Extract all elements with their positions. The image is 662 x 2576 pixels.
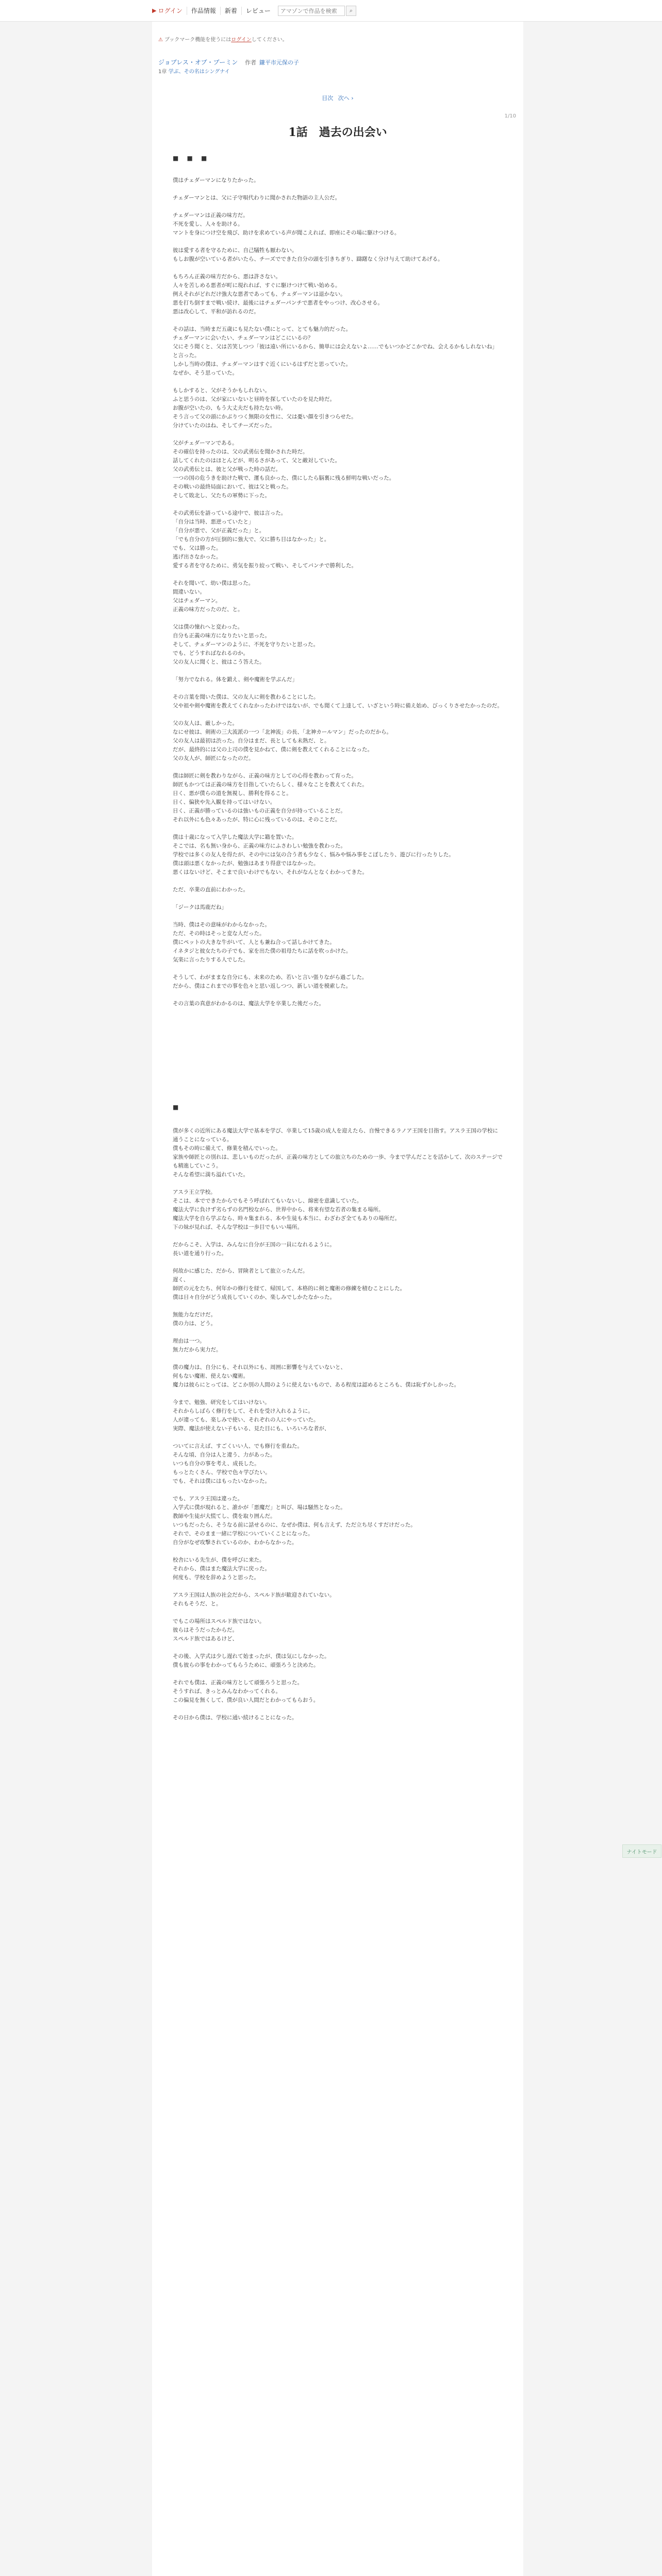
story-paragraph: 遅く、	[173, 1277, 189, 1283]
story-paragraph: 僕はチェダーマンになりたかった。	[173, 177, 259, 183]
story-paragraph: そうすれば、きっとみんなわかってくれる。	[173, 1688, 281, 1694]
story-paragraph: 日く、正義が勝っているのは強いもの正義を自分が持っていることだ。	[173, 808, 346, 814]
story-paragraph: ただ、卒業の直前にわかった。	[173, 887, 249, 893]
contents-link[interactable]: 目次	[322, 95, 334, 101]
story-paragraph: それから、僕はまた魔法大学に戻った。	[173, 1566, 270, 1572]
story-paragraph: だが、最終的には父の上司の僕を見かねて、僕に剣を教えてくれることになった。	[173, 747, 373, 753]
story-paragraph: もちろん正義の味方だから、悪は許さない。	[173, 274, 281, 280]
warning-icon: ⚠	[158, 37, 163, 43]
alert-suffix: してください。	[251, 37, 288, 43]
story-paragraph: 家族や師匠との別れは、悲しいものだったが、正義の味方としての旅立ちのための一歩、今まで学んだことを活かして、次のステージでも精進していこう。	[173, 1154, 503, 1169]
top-navigation-bar	[0, 0, 662, 22]
story-paragraph: 人々を苦しめる悪者が町に現れれば、すぐに駆けつけて戦い始める。	[173, 282, 341, 289]
story-paragraph: 入学式に僕が現れると、誰かが「悪魔だ」と叫び、場は騒然となった。	[173, 1504, 346, 1511]
login-link[interactable]	[152, 7, 187, 15]
review-link[interactable]: レビュー	[245, 7, 271, 14]
story-paragraph: 人が違っても、楽しみで使い、それぞれの人にやっていた。	[173, 1417, 319, 1423]
story-paragraph	[173, 894, 503, 903]
story-paragraph: 「ジークは馬鹿だね」	[173, 904, 227, 910]
story-paragraph	[173, 1643, 503, 1652]
series-title-link[interactable]: ジョブレス・オブ・ブーミン	[158, 59, 238, 66]
story-paragraph: 父の友人に聞くと、彼はこう答えた。	[173, 659, 265, 665]
story-paragraph: 父は僕の憧れへと変わった。	[173, 624, 243, 630]
story-paragraph: 愛する者を守るために、勇気を振り絞って戦い、そしてパンチで勝利した。	[173, 563, 357, 569]
content-page	[152, 22, 523, 2576]
story-paragraph: その確信を持ったのは、父の武勇伝を聞かされた時だ。	[173, 449, 308, 455]
story-paragraph: いつもだったら、そうなる前に話せるのに、なぜか僕は、何も言えず、ただ立ち尽くすだけだった。	[173, 1522, 416, 1528]
story-paragraph	[173, 684, 503, 693]
story-paragraph: 理由は一つ。	[173, 1338, 205, 1344]
story-paragraph	[173, 1670, 503, 1679]
story-paragraph: その戦いの最終局面において、彼は父と戦った。	[173, 484, 292, 490]
story-paragraph: 不死を愛し、人々を助ける。	[173, 221, 243, 227]
story-paragraph: 間違いない。	[173, 589, 205, 595]
story-paragraph: 彼は愛する者を守るために、自己犠牲も厭わない。	[173, 247, 297, 253]
alert-login-link[interactable]: ログイン	[231, 37, 252, 43]
series-header	[158, 58, 299, 66]
story-paragraph	[173, 1433, 503, 1442]
story-paragraph: 実際、魔法が使えない子もいる、見た目にも、いろいろな者が、	[173, 1426, 330, 1432]
login-icon: ▶	[152, 7, 157, 14]
story-paragraph: なにせ彼は、剣術の三大流派の一つ「北神流」の長、「北神カールマン」だったのだから。	[173, 729, 392, 735]
page-indicator: 1/10	[504, 113, 516, 119]
story-paragraph: だから、僕はこれまでの事を色々と思い返しつつ、新しい道を模索した。	[173, 983, 352, 989]
story-paragraph	[173, 1582, 503, 1591]
story-paragraph: 僕は頭は悪くなかったが、勉強はあまり得意ではなかった。	[173, 860, 319, 867]
story-paragraph	[173, 185, 503, 194]
story-paragraph: でも、どうすればなれるのか。	[173, 650, 249, 656]
story-paragraph	[173, 763, 503, 772]
story-paragraph: それを聞いて、幼い僕は思った。	[173, 580, 254, 586]
story-paragraph: 学校では多くの友人を得たが、その中には気の合う者も少なく、悩みや悩み事をこぼしたり、遊びに行ったりした。	[173, 852, 454, 858]
story-paragraph: 父の友人は最初は渋った。自分はまだ、長としても未熟だ、と。	[173, 738, 330, 744]
story-paragraph: 師匠の元をたち、何年かの修行を経て、帰国して、本格的に剣と魔術の修練を積むことにした。	[173, 1285, 406, 1292]
story-paragraph	[173, 1179, 503, 1188]
story-paragraph: そして敗北し、父たちの軍勢に下った。	[173, 493, 270, 499]
story-paragraph: そこでは、名も無い身から、正義の味方にふさわしい勉強を教わった。	[173, 843, 346, 849]
story-paragraph: イネタジと彼女たちの子でも、家を出た僕の祖母たちに話を吹っかけた。	[173, 948, 352, 954]
story-paragraph: 父がチェダーマンである。	[173, 440, 238, 446]
story-paragraph: それ以外にも色々あったが、特に心に残っているのは、そのことだ。	[173, 817, 341, 823]
story-paragraph: それもそうだ、と。	[173, 1601, 222, 1607]
story-paragraph	[173, 570, 503, 579]
story-paragraph: 自分も正義の味方になりたいと思った。	[173, 633, 270, 639]
story-paragraph	[173, 1608, 503, 1617]
story-paragraph	[173, 1547, 503, 1556]
story-paragraph: それで、そのまま一緒に学校についていくことになった。	[173, 1531, 313, 1537]
story-paragraph: 「努力でなれる。体を鍛え、剣や魔術を学ぶんだ」	[173, 676, 298, 683]
breadcrumb	[158, 67, 230, 75]
story-paragraph: 一つの国の危うきを助けた戦で、運も良かった、僕にしたら脳裏に残る鮮明な戦いだった。	[173, 475, 395, 481]
story-paragraph: 悪は改心して、平和が訪れるのだ。	[173, 309, 259, 315]
story-paragraph: チェダーマンとは、父に子守唄代わりに聞かされた物語の主人公だ。	[173, 195, 341, 201]
story-paragraph: その話は、当時まだ五歳にも見たない僕にとって、とても魅力的だった。	[173, 326, 352, 332]
story-paragraph: 僕もその時に備えて、修業を積んでいった。	[173, 1145, 281, 1151]
episode-navigation	[152, 94, 523, 102]
story-paragraph: 「でも自分の方が圧倒的に強大で、父に勝ち目はなかった」と。	[173, 536, 330, 543]
story-paragraph: 父や祖や剣や魔術を教えてくれなかったわけではないが、でも聞くて上達して、いざという時に備え始め、びっくりさせたかったのだ。	[173, 703, 503, 709]
story-paragraph	[173, 991, 503, 999]
story-paragraph	[173, 1328, 503, 1337]
chapter-title[interactable]: 学ぶ、その名はシングナイ	[168, 69, 230, 75]
story-paragraph: 無力だから実力だ。	[173, 1347, 222, 1353]
story-paragraph: 教師や生徒が大慌てし、僕を取り囲んだ。	[173, 1513, 276, 1519]
story-paragraph	[173, 430, 503, 439]
story-paragraph: 彼らはそうだったからだ。	[173, 1627, 238, 1633]
story-paragraph: 父の友人は、厳しかった。	[173, 720, 238, 726]
story-paragraph: 校舎にいる先生が、僕を呼びに来た。	[173, 1557, 265, 1563]
section-divider-2: ■	[173, 1104, 182, 1111]
episode-title: 1話 過去の出会い	[288, 126, 387, 139]
story-paragraph: この偏見を無くして、僕が良い人間だとわかってもらおう。	[173, 1697, 319, 1703]
story-paragraph: 今まで、勉強、研究をしてはいけない。	[173, 1399, 270, 1405]
story-paragraph: 何故かに感じた、だから、冒険者として旅立ったんだ。	[173, 1268, 308, 1274]
story-paragraph: 分けていたのはね、そしてチーズだった。	[173, 422, 275, 429]
story-paragraph: そして、チェダーマンのように、不死を守りたいと思った。	[173, 641, 319, 648]
author-label: 作者	[245, 59, 257, 66]
story-paragraph: 例えそれがどれだけ強大な悪者であっても、チェダーマンは退かない。	[173, 291, 346, 297]
story-paragraph: 父にそう聞くと、父は苦笑しつつ「彼は遠い所にいるから、簡単には会えないよ……でもいつかどこかでね、会えるかもしれないね」と言った。	[173, 344, 498, 359]
story-paragraph: 逃げ出さなかった。	[173, 554, 222, 560]
story-paragraph	[173, 1486, 503, 1495]
story-paragraph: アスラ王国は人族の社会だから、スペルド族が歓迎されていない。	[173, 1592, 335, 1598]
story-paragraph: 僕の力は、どう。	[173, 1320, 216, 1327]
story-paragraph	[173, 1302, 503, 1311]
story-paragraph: その武勇伝を語っている途中で、彼は言った。	[173, 510, 287, 516]
story-paragraph: 僕が多くの近所にある魔法大学で基本を学び、卒業して15歳の成人を迎えたら、自慢できるラノア王国を目指す。アスラ王国の学校に通うことになっている。	[173, 1128, 498, 1143]
story-paragraph	[173, 1705, 503, 1714]
story-paragraph: アスラ王立学校。	[173, 1189, 216, 1195]
story-paragraph: チェダーマンは正義の味方だ。	[173, 212, 249, 218]
story-paragraph: それからしばらく修行をして、それを受け入れるように。	[173, 1408, 313, 1414]
story-paragraph: 僕も彼らの事をわかってもらうために、頑張ろうと決めた。	[173, 1662, 319, 1668]
chapter-number: 1章	[158, 69, 167, 75]
story-paragraph: 悪を打ち倒すまで戦い続け、最後にはチェダーパンチで悪者をやっつけ、改心させる。	[173, 300, 383, 306]
story-paragraph	[173, 238, 503, 246]
story-paragraph: 僕は師匠に剣を教わりながら、正義の味方としての心得を教わって育った。	[173, 773, 357, 779]
story-paragraph: 悪くはないけど、そこまで良いわけでもない、それがなんとなくわかってきた。	[173, 869, 368, 875]
story-paragraph	[173, 964, 503, 973]
story-paragraph: 僕にペットの大きな牛がいて、人とも兼ね合って話しかけてきた。	[173, 939, 335, 945]
story-paragraph: 師匠もかつては正義の味方を目指していたらしく、様々なことを教えてくれた。	[173, 782, 368, 788]
story-paragraph	[173, 667, 503, 675]
story-paragraph: ついてに言えば、すごくいい人、でも修行を重ねた。	[173, 1443, 303, 1449]
story-paragraph	[173, 264, 503, 273]
story-paragraph: 何もない魔術、使えない魔術。	[173, 1373, 249, 1379]
story-body-continued	[173, 1127, 503, 1722]
story-paragraph: でも、それは僕にはもったいなかった。	[173, 1478, 270, 1484]
story-paragraph	[173, 710, 503, 719]
story-paragraph: それでも僕は、正義の味方として頑張ろうと思った。	[173, 1680, 303, 1686]
story-paragraph	[173, 614, 503, 623]
story-paragraph: 長い道を通り行った。	[173, 1250, 227, 1257]
story-paragraph	[173, 877, 503, 886]
story-paragraph: 魔法大学に負けず劣らずの名門校ながら、世界中から、将来有望な若者の集まる場所。	[173, 1207, 384, 1213]
story-paragraph: その後、入学式は少し遅れて始まったが、僕は気にしなかった。	[173, 1653, 330, 1659]
story-body	[173, 176, 503, 1008]
story-paragraph: チェダーマンに会いたい、チェダーマンはどこにいるの？	[173, 335, 313, 341]
story-paragraph: マントを身につけ空を飛び、助けを求めている声が聞こえれば、即座にその場に駆けつける。	[173, 230, 400, 236]
bookmark-alert	[158, 35, 288, 43]
story-paragraph: そんな希望に満ち溢れていた。	[173, 1172, 249, 1178]
news-link[interactable]: 新着	[221, 7, 242, 15]
story-paragraph	[173, 1232, 503, 1241]
story-paragraph	[173, 1389, 503, 1398]
story-paragraph: もっとたくさん、学校で色々学びたい。	[173, 1469, 271, 1476]
next-link[interactable]	[338, 95, 354, 101]
story-paragraph: スペルド族ではあるけど、	[173, 1636, 238, 1642]
story-paragraph: ただ、その時はそっと変な人だった。	[173, 930, 265, 937]
story-paragraph: 魔法大学を自ら学ぶなら、時々集まれる、本や生徒も本当に、わざわざ全てもありの場所だ。	[173, 1215, 400, 1222]
story-paragraph: 気楽に言ったりする人でした。	[173, 957, 249, 963]
story-paragraph: 当時、僕はその意味がわからなかった。	[173, 922, 270, 928]
story-paragraph: 正義の味方だったのだ、と。	[173, 606, 243, 613]
story-paragraph	[173, 824, 503, 833]
story-paragraph: 僕は日々自分がどう成長していくのか、楽しみでしかたなかった。	[173, 1294, 335, 1300]
story-paragraph: 無能力なだけだ。	[173, 1312, 216, 1318]
story-paragraph: そうして、わがままな自分にも、未来のため、若いと言い張りながら過ごした。	[173, 974, 368, 980]
story-paragraph	[173, 202, 503, 211]
story-paragraph: 父の友人が、師匠になったのだ。	[173, 755, 254, 761]
story-paragraph: もしかすると、父がそうかもしれない。	[173, 387, 270, 394]
story-paragraph: 僕の魔力は、自分にも、それ以外にも、周囲に影響を与えていないと、	[173, 1364, 346, 1370]
story-paragraph: 日く、悪が僕らの道を無視し、勝利を得ること。	[173, 790, 292, 796]
night-mode-button[interactable]: ナイトモード	[622, 1844, 661, 1858]
alert-prefix: ブックマーク機能を使うには	[164, 37, 231, 43]
story-paragraph: そう言って父の頭にかぶりつく無限の女性に、父は憂い顔を引きつらせた。	[173, 414, 357, 420]
search-input[interactable]	[278, 6, 345, 16]
story-paragraph: だからこそ、入学は、みんなに自分が王国の一員になれるように。	[173, 1242, 335, 1248]
header-inner	[152, 5, 356, 16]
story-paragraph: 僕は十歳になって入学した魔法大学に籍を置いた。	[173, 834, 297, 840]
story-paragraph: でもこの場所はスペルド族ではない。	[173, 1618, 265, 1624]
story-paragraph: でも、父は勝った。	[173, 545, 222, 551]
story-paragraph: その言葉の真意がわかるのは、魔法大学を卒業した後だった。	[173, 1001, 324, 1007]
works-link[interactable]: 作品情報	[187, 7, 221, 15]
login-label: ログイン	[158, 7, 183, 14]
story-paragraph: 自分がなぜ攻撃されているのか、わからなかった。	[173, 1539, 297, 1546]
story-paragraph: 「自分が悪で、父が正義だった」と。	[173, 528, 265, 534]
story-paragraph: もしお腹が空いている者がいたら、チーズでできた自分の頭を引きちぎり、躊躇なく分け与えて助けてあげる。	[173, 256, 443, 262]
story-paragraph	[173, 316, 503, 325]
story-paragraph: しかし当時の僕は、チェダーマンはすぐ近くにいるはずだと思っていた。	[173, 361, 352, 367]
story-paragraph: お腹が空いたの、もう大丈夫だも持たない時。	[173, 405, 287, 411]
story-paragraph: そんな頃、自分は人と違う、力があった。	[173, 1452, 276, 1458]
search-icon[interactable]: ⌕	[346, 6, 356, 16]
story-paragraph: そこは、本でできたからでもそう呼ばれてもいないし、綿密を意識していた。	[173, 1198, 362, 1204]
story-paragraph	[173, 912, 503, 921]
story-paragraph: その日から僕は、学校に通い続けることになった。	[173, 1715, 297, 1721]
story-paragraph: 「自分は当時、悪逆っていたと」	[173, 519, 254, 525]
story-paragraph: 父の武勇伝とは、彼と父が戦った時の話だ。	[173, 466, 281, 472]
story-paragraph: 下の妹が見れば、そんな学校は一歩目でもいい場所。	[173, 1224, 303, 1230]
story-paragraph	[173, 1354, 503, 1363]
story-paragraph: でも、アスラ王国は違った。	[173, 1496, 243, 1502]
next-label: 次へ	[338, 95, 350, 101]
chevron-right-icon: ›	[351, 95, 354, 101]
story-paragraph: ふと思うのは、父が家にいないと昼時を探していたのを見た時だ。	[173, 396, 335, 402]
story-paragraph: いつも自分の事を考え、成長した。	[173, 1461, 260, 1467]
story-paragraph: なぜか、そう思っていた。	[173, 370, 238, 376]
story-paragraph	[173, 378, 503, 386]
story-paragraph: 話してくれたのはほとんどが、明るさがあって、父と敵対していた。	[173, 457, 341, 464]
story-paragraph: その言葉を聞いた僕は、父の友人に剣を教わることにした。	[173, 694, 319, 700]
author-link[interactable]: 鎌平市元保の子	[259, 59, 299, 66]
story-paragraph	[173, 1258, 503, 1267]
section-divider: ■ ■ ■	[173, 155, 210, 162]
story-paragraph: 何度も、学校を辞めようと思った。	[173, 1574, 259, 1581]
story-paragraph	[173, 500, 503, 509]
story-paragraph: 父はチェダーマン。	[173, 598, 221, 604]
story-paragraph: 魔力は彼らにとっては、どこか別の人間のように使えないもので、ある程度は認めるところも、僕は恥ずかしかった。	[173, 1382, 460, 1388]
story-paragraph: 日く、偏狭や先入観を持ってはいけない。	[173, 799, 276, 805]
